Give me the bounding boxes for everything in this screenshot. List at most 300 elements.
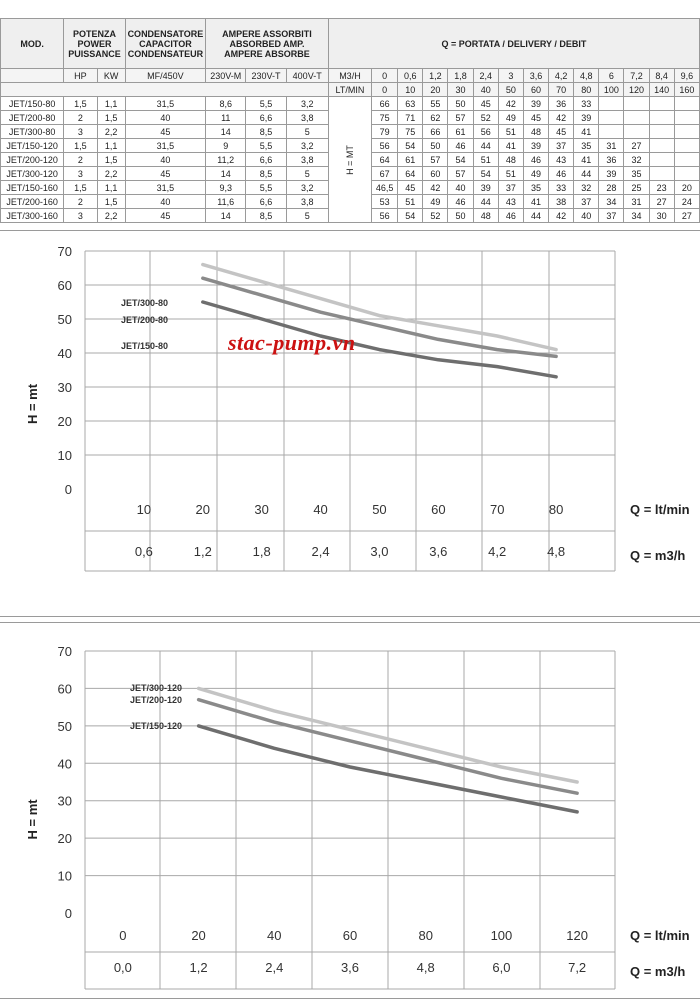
hp-value: 2 bbox=[64, 195, 97, 209]
head-value: 38 bbox=[549, 195, 574, 209]
chart-80 bbox=[0, 231, 700, 616]
series-label: JET/300-120 bbox=[130, 683, 183, 693]
head-value: 27 bbox=[649, 195, 674, 209]
head-value: 48 bbox=[498, 153, 523, 167]
chart-panel-80 bbox=[0, 230, 700, 617]
ltmin-value: 50 bbox=[498, 83, 523, 97]
series-label: JET/150-80 bbox=[121, 341, 169, 351]
head-value: 23 bbox=[649, 181, 674, 195]
x2-tick-label: 4,8 bbox=[416, 960, 435, 975]
x-axis-title: Q = lt/min bbox=[630, 928, 690, 943]
kw-value: 1,1 bbox=[97, 181, 125, 195]
x2-tick-label: 1,8 bbox=[252, 544, 271, 559]
unit-230v-t: 230V-T bbox=[246, 69, 286, 83]
head-value: 50 bbox=[423, 139, 448, 153]
head-value: 45 bbox=[549, 125, 574, 139]
capacitor-value: 40 bbox=[125, 195, 205, 209]
series-label: JET/300-80 bbox=[121, 298, 169, 308]
amp-230v-t: 8,5 bbox=[246, 167, 286, 181]
col-header-power bbox=[64, 19, 125, 69]
x2-tick-label: 2,4 bbox=[311, 544, 330, 559]
head-value: 41 bbox=[574, 153, 599, 167]
amp-230v-t: 8,5 bbox=[246, 209, 286, 223]
head-value: 48 bbox=[473, 209, 498, 223]
capacitor-value: 45 bbox=[125, 209, 205, 223]
head-value bbox=[624, 125, 649, 139]
blank-cell bbox=[1, 69, 64, 83]
head-value: 43 bbox=[549, 153, 574, 167]
head-value: 42 bbox=[549, 209, 574, 223]
head-value: 46 bbox=[523, 153, 548, 167]
amp-230v-m: 11 bbox=[206, 111, 246, 125]
head-value: 60 bbox=[423, 167, 448, 181]
x-axis-title: Q = lt/min bbox=[630, 502, 690, 517]
y-tick-label: 40 bbox=[57, 756, 72, 772]
head-value: 51 bbox=[498, 125, 523, 139]
head-value: 41 bbox=[498, 139, 523, 153]
kw-value: 2,2 bbox=[97, 209, 125, 223]
head-value: 45 bbox=[473, 97, 498, 111]
head-value: 56 bbox=[473, 125, 498, 139]
watermark-logo bbox=[425, 112, 575, 172]
x-tick-label: 20 bbox=[195, 502, 211, 517]
head-value: 45 bbox=[398, 181, 423, 195]
ltmin-value: 10 bbox=[398, 83, 423, 97]
head-value: 64 bbox=[398, 167, 423, 181]
head-value: 46,5 bbox=[372, 181, 398, 195]
m3h-value: 0 bbox=[372, 69, 398, 83]
amp-230v-t: 6,6 bbox=[246, 153, 286, 167]
x-tick-label: 120 bbox=[566, 928, 588, 943]
y-tick-label: 50 bbox=[57, 312, 72, 327]
m3h-value: 4,8 bbox=[574, 69, 599, 83]
model-name: JET/200-160 bbox=[1, 195, 64, 209]
amp-230v-t: 5,5 bbox=[246, 97, 286, 111]
m3h-value: 9,6 bbox=[674, 69, 699, 83]
x2-tick-label: 2,4 bbox=[265, 960, 284, 975]
amp-230v-t: 5,5 bbox=[246, 181, 286, 195]
head-value bbox=[674, 125, 699, 139]
header-line: CAPACITOR bbox=[139, 38, 192, 49]
hp-value: 2 bbox=[64, 111, 97, 125]
head-value: 64 bbox=[372, 153, 398, 167]
head-value: 52 bbox=[423, 209, 448, 223]
ltmin-value: 100 bbox=[599, 83, 624, 97]
capacitor-value: 31,5 bbox=[125, 97, 205, 111]
head-value: 46 bbox=[448, 195, 473, 209]
y-tick-label: 60 bbox=[57, 681, 72, 697]
head-value: 37 bbox=[599, 209, 624, 223]
m3h-value: 6 bbox=[599, 69, 624, 83]
head-value: 42 bbox=[423, 181, 448, 195]
kw-value: 1,5 bbox=[97, 111, 125, 125]
m3h-value: 8,4 bbox=[649, 69, 674, 83]
head-value bbox=[674, 139, 699, 153]
head-value: 62 bbox=[423, 111, 448, 125]
unit-400v-t: 400V-T bbox=[286, 69, 328, 83]
head-value: 57 bbox=[448, 167, 473, 181]
x-tick-label: 80 bbox=[548, 502, 564, 517]
head-value: 49 bbox=[523, 167, 548, 181]
head-value: 46 bbox=[448, 139, 473, 153]
head-value: 24 bbox=[674, 195, 699, 209]
y-tick-label: 70 bbox=[57, 644, 72, 659]
head-value: 40 bbox=[574, 209, 599, 223]
head-value: 57 bbox=[448, 111, 473, 125]
amp-400v-t: 3,8 bbox=[286, 111, 328, 125]
col-header-ampere bbox=[206, 19, 329, 69]
head-value: 31 bbox=[624, 195, 649, 209]
head-value: 25 bbox=[624, 181, 649, 195]
head-value: 48 bbox=[523, 125, 548, 139]
series-label: JET/150-120 bbox=[130, 721, 183, 731]
head-value: 34 bbox=[599, 195, 624, 209]
x2-tick-label: 1,2 bbox=[193, 544, 212, 559]
header-line: PUISSANCE bbox=[68, 48, 121, 59]
head-value: 28 bbox=[599, 181, 624, 195]
head-value: 49 bbox=[498, 111, 523, 125]
unit-kw: KW bbox=[97, 69, 125, 83]
head-value: 66 bbox=[372, 97, 398, 111]
head-value: 39 bbox=[523, 97, 548, 111]
chart-120 bbox=[0, 623, 700, 998]
head-value: 34 bbox=[624, 209, 649, 223]
x-tick-label: 60 bbox=[342, 928, 358, 943]
hp-value: 3 bbox=[64, 125, 97, 139]
header-line: POWER bbox=[77, 38, 112, 49]
head-value: 75 bbox=[398, 125, 423, 139]
amp-230v-m: 9 bbox=[206, 139, 246, 153]
head-value: 36 bbox=[599, 153, 624, 167]
model-name: JET/200-120 bbox=[1, 153, 64, 167]
y-tick-label: 20 bbox=[57, 831, 72, 847]
table-row bbox=[1, 97, 700, 111]
x2-tick-label: 4,8 bbox=[547, 544, 566, 559]
head-value: 27 bbox=[624, 139, 649, 153]
head-value: 35 bbox=[624, 167, 649, 181]
head-value: 35 bbox=[574, 139, 599, 153]
head-value: 51 bbox=[473, 153, 498, 167]
hp-value: 1,5 bbox=[64, 181, 97, 195]
head-value: 32 bbox=[574, 181, 599, 195]
head-value: 33 bbox=[549, 181, 574, 195]
head-value: 20 bbox=[674, 181, 699, 195]
amp-400v-t: 3,2 bbox=[286, 181, 328, 195]
amp-400v-t: 5 bbox=[286, 167, 328, 181]
amp-230v-m: 11,6 bbox=[206, 195, 246, 209]
watermark-text: stac-pump.vn bbox=[228, 330, 356, 355]
x2-tick-label: 3,6 bbox=[429, 544, 448, 559]
model-name: JET/150-160 bbox=[1, 181, 64, 195]
kw-value: 1,1 bbox=[97, 97, 125, 111]
x2-axis-title: Q = m3/h bbox=[630, 548, 686, 563]
unit-230v-m: 230V-M bbox=[206, 69, 246, 83]
head-value: 36 bbox=[549, 97, 574, 111]
ltmin-row bbox=[1, 83, 700, 97]
hp-value: 3 bbox=[64, 167, 97, 181]
m3h-value: 4,2 bbox=[549, 69, 574, 83]
header-line: AMPERE ASSORBITI bbox=[222, 28, 312, 39]
x2-tick-label: 3,0 bbox=[370, 544, 389, 559]
head-value: 79 bbox=[372, 125, 398, 139]
header-line: CONDENSATEUR bbox=[127, 48, 204, 59]
x-tick-label: 30 bbox=[254, 502, 269, 517]
head-value: 56 bbox=[372, 139, 398, 153]
capacitor-value: 31,5 bbox=[125, 139, 205, 153]
head-value: 41 bbox=[574, 125, 599, 139]
head-value bbox=[674, 153, 699, 167]
chart-panel-120 bbox=[0, 622, 700, 999]
model-name: JET/300-160 bbox=[1, 209, 64, 223]
x-tick-label: 10 bbox=[136, 502, 152, 517]
head-value bbox=[649, 167, 674, 181]
head-value: 37 bbox=[549, 139, 574, 153]
series-label: JET/200-80 bbox=[121, 315, 169, 325]
m3h-value: 0,6 bbox=[398, 69, 423, 83]
head-value: 44 bbox=[473, 195, 498, 209]
x2-tick-label: 4,2 bbox=[488, 544, 507, 559]
head-value: 37 bbox=[498, 181, 523, 195]
head-value bbox=[624, 97, 649, 111]
amp-230v-t: 6,6 bbox=[246, 111, 286, 125]
model-name: JET/200-80 bbox=[1, 111, 64, 125]
amp-400v-t: 3,8 bbox=[286, 195, 328, 209]
hp-value: 1,5 bbox=[64, 97, 97, 111]
head-value bbox=[649, 139, 674, 153]
amp-230v-m: 14 bbox=[206, 167, 246, 181]
head-value bbox=[674, 167, 699, 181]
model-name: JET/300-120 bbox=[1, 167, 64, 181]
amp-400v-t: 3,2 bbox=[286, 139, 328, 153]
amp-230v-m: 11,2 bbox=[206, 153, 246, 167]
x-tick-label: 40 bbox=[267, 928, 282, 943]
col-header-mod: MOD. bbox=[1, 19, 64, 69]
x-tick-label: 60 bbox=[431, 502, 446, 517]
head-value: 39 bbox=[599, 167, 624, 181]
y-tick-label: 30 bbox=[57, 380, 72, 395]
head-value: 54 bbox=[473, 167, 498, 181]
head-value: 31 bbox=[599, 139, 624, 153]
head-value: 51 bbox=[498, 167, 523, 181]
x2-tick-label: 7,2 bbox=[568, 960, 587, 975]
y-tick-label: 20 bbox=[57, 414, 72, 429]
capacitor-value: 31,5 bbox=[125, 181, 205, 195]
head-value: 54 bbox=[448, 153, 473, 167]
head-value: 44 bbox=[523, 209, 548, 223]
unit-row bbox=[1, 69, 700, 83]
amp-400v-t: 3,2 bbox=[286, 97, 328, 111]
header-line: CONDENSATORE bbox=[127, 28, 204, 39]
head-value bbox=[599, 111, 624, 125]
col-header-delivery: Q = PORTATA / DELIVERY / DEBIT bbox=[328, 19, 699, 69]
head-value: 54 bbox=[398, 209, 423, 223]
head-value: 49 bbox=[423, 195, 448, 209]
head-value: 32 bbox=[624, 153, 649, 167]
head-value: 55 bbox=[423, 97, 448, 111]
head-value bbox=[624, 111, 649, 125]
kw-value: 1,5 bbox=[97, 195, 125, 209]
x-tick-label: 70 bbox=[489, 502, 505, 517]
head-value: 41 bbox=[523, 195, 548, 209]
head-value: 52 bbox=[473, 111, 498, 125]
m3h-value: 1,2 bbox=[423, 69, 448, 83]
amp-230v-m: 8,6 bbox=[206, 97, 246, 111]
x-tick-label: 100 bbox=[490, 928, 513, 943]
head-value bbox=[649, 111, 674, 125]
hp-value: 1,5 bbox=[64, 139, 97, 153]
capacitor-value: 45 bbox=[125, 125, 205, 139]
head-value: 54 bbox=[398, 139, 423, 153]
ltmin-value: 40 bbox=[473, 83, 498, 97]
header-line: AMPERE ABSORBE bbox=[224, 48, 310, 59]
head-value: 56 bbox=[372, 209, 398, 223]
head-value: 63 bbox=[398, 97, 423, 111]
ltmin-value: 70 bbox=[549, 83, 574, 97]
head-mt-label bbox=[328, 97, 371, 223]
head-value: 61 bbox=[448, 125, 473, 139]
head-value: 61 bbox=[398, 153, 423, 167]
m3h-value: 7,2 bbox=[624, 69, 649, 83]
head-value: 37 bbox=[574, 195, 599, 209]
y-tick-label: 50 bbox=[57, 718, 72, 734]
head-value bbox=[649, 153, 674, 167]
ltmin-value: 20 bbox=[423, 83, 448, 97]
unit-capacitor: MF/450V bbox=[125, 69, 205, 83]
m3h-value: 3,6 bbox=[523, 69, 548, 83]
y-axis-title: H = mt bbox=[25, 383, 40, 425]
kw-value: 1,1 bbox=[97, 139, 125, 153]
head-value: 46 bbox=[498, 209, 523, 223]
head-value: 44 bbox=[473, 139, 498, 153]
head-value bbox=[674, 111, 699, 125]
head-value: 35 bbox=[523, 181, 548, 195]
x2-tick-label: 0,0 bbox=[113, 960, 132, 975]
y-tick-label: 0 bbox=[64, 906, 72, 921]
ltmin-label: LT/MIN bbox=[328, 83, 371, 97]
kw-value: 1,5 bbox=[97, 153, 125, 167]
head-value: 46 bbox=[549, 167, 574, 181]
head-value: 71 bbox=[398, 111, 423, 125]
model-name: JET/150-120 bbox=[1, 139, 64, 153]
x-tick-label: 50 bbox=[372, 502, 387, 517]
amp-400v-t: 5 bbox=[286, 125, 328, 139]
amp-400v-t: 3,8 bbox=[286, 153, 328, 167]
head-value: 66 bbox=[423, 125, 448, 139]
head-value: 45 bbox=[523, 111, 548, 125]
m3h-label: M3/H bbox=[328, 69, 371, 83]
capacitor-value: 40 bbox=[125, 153, 205, 167]
kw-value: 2,2 bbox=[97, 167, 125, 181]
x2-tick-label: 1,2 bbox=[189, 960, 208, 975]
ltmin-value: 120 bbox=[624, 83, 649, 97]
model-name: JET/150-80 bbox=[1, 97, 64, 111]
head-value: 33 bbox=[574, 97, 599, 111]
head-value: 42 bbox=[549, 111, 574, 125]
ltmin-value: 160 bbox=[674, 83, 699, 97]
unit-hp: HP bbox=[64, 69, 97, 83]
head-value: 50 bbox=[448, 97, 473, 111]
amp-230v-t: 8,5 bbox=[246, 125, 286, 139]
head-value: 53 bbox=[372, 195, 398, 209]
head-value: 30 bbox=[649, 209, 674, 223]
y-tick-label: 30 bbox=[57, 793, 72, 809]
head-value: 27 bbox=[674, 209, 699, 223]
blank-cell bbox=[1, 83, 329, 97]
x-tick-label: 40 bbox=[313, 502, 328, 517]
capacitor-value: 45 bbox=[125, 167, 205, 181]
amp-230v-t: 6,6 bbox=[246, 195, 286, 209]
x-tick-label: 0 bbox=[119, 928, 127, 943]
amp-230v-m: 9,3 bbox=[206, 181, 246, 195]
m3h-value: 1,8 bbox=[448, 69, 473, 83]
y-tick-label: 70 bbox=[57, 244, 72, 259]
head-value: 40 bbox=[448, 181, 473, 195]
series-label: JET/200-120 bbox=[130, 695, 183, 705]
head-value: 39 bbox=[473, 181, 498, 195]
y-tick-label: 10 bbox=[57, 448, 72, 463]
ltmin-value: 0 bbox=[372, 83, 398, 97]
y-tick-label: 40 bbox=[57, 346, 72, 361]
model-name: JET/300-80 bbox=[1, 125, 64, 139]
ltmin-value: 60 bbox=[523, 83, 548, 97]
x2-tick-label: 6,0 bbox=[492, 960, 511, 975]
hp-value: 3 bbox=[64, 209, 97, 223]
y-tick-label: 0 bbox=[64, 482, 72, 497]
head-value: 42 bbox=[498, 97, 523, 111]
hp-value: 2 bbox=[64, 153, 97, 167]
x2-tick-label: 0,6 bbox=[134, 544, 153, 559]
head-value: 43 bbox=[498, 195, 523, 209]
head-value: 39 bbox=[523, 139, 548, 153]
x-tick-label: 80 bbox=[418, 928, 433, 943]
m3h-value: 3 bbox=[498, 69, 523, 83]
x-tick-label: 20 bbox=[191, 928, 206, 943]
head-value: 51 bbox=[398, 195, 423, 209]
x2-tick-label: 3,6 bbox=[340, 960, 360, 975]
capacitor-value: 40 bbox=[125, 111, 205, 125]
head-value bbox=[674, 97, 699, 111]
head-value: 44 bbox=[574, 167, 599, 181]
head-value: 39 bbox=[574, 111, 599, 125]
amp-230v-t: 5,5 bbox=[246, 139, 286, 153]
y-tick-label: 10 bbox=[57, 868, 72, 884]
head-value: 75 bbox=[372, 111, 398, 125]
ltmin-value: 140 bbox=[649, 83, 674, 97]
amp-230v-m: 14 bbox=[206, 125, 246, 139]
amp-400v-t: 5 bbox=[286, 209, 328, 223]
head-value bbox=[599, 125, 624, 139]
x2-axis-title: Q = m3/h bbox=[630, 964, 686, 979]
col-header-capacitor bbox=[125, 19, 205, 69]
ltmin-value: 30 bbox=[448, 83, 473, 97]
head-value: 67 bbox=[372, 167, 398, 181]
y-tick-label: 60 bbox=[57, 278, 72, 293]
head-value bbox=[649, 97, 674, 111]
header-line: POTENZA bbox=[73, 28, 117, 39]
spec-table bbox=[0, 18, 700, 223]
head-value bbox=[649, 125, 674, 139]
head-mt-text: H = MT bbox=[344, 144, 355, 175]
m3h-value: 2,4 bbox=[473, 69, 498, 83]
header-line: ABSORBED AMP. bbox=[229, 38, 305, 49]
head-value: 50 bbox=[448, 209, 473, 223]
head-value: 57 bbox=[423, 153, 448, 167]
head-value bbox=[599, 97, 624, 111]
kw-value: 2,2 bbox=[97, 125, 125, 139]
y-axis-title: H = mt bbox=[25, 799, 40, 840]
ltmin-value: 80 bbox=[574, 83, 599, 97]
amp-230v-m: 14 bbox=[206, 209, 246, 223]
